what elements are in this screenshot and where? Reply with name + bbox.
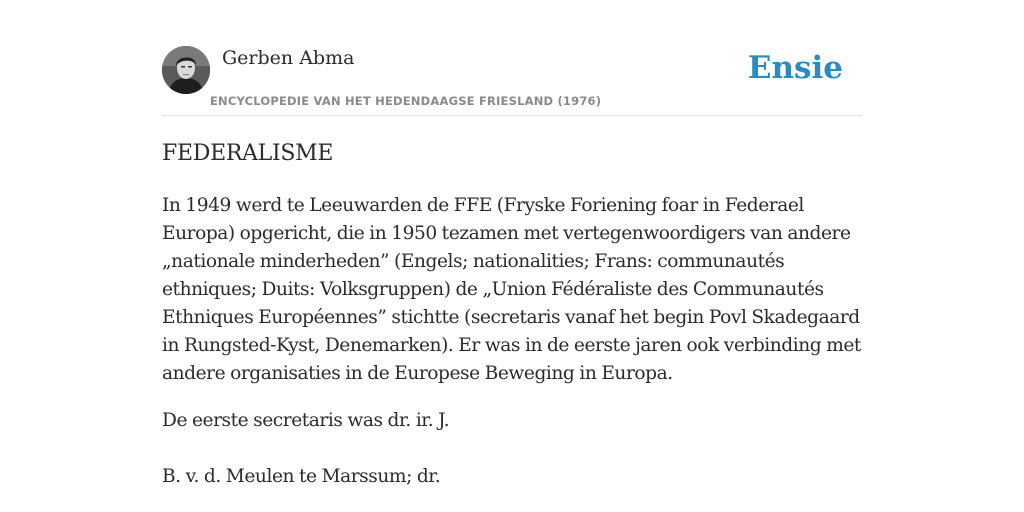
author-avatar[interactable] — [162, 46, 210, 94]
article-content — [162, 138, 874, 487]
author-name[interactable]: Gerben Abma — [222, 47, 355, 69]
article-paragraph: De eerste secretaris was dr. ir. J. — [162, 410, 450, 431]
author-portrait-icon — [162, 46, 210, 94]
article-header — [162, 46, 862, 116]
ensie-logo[interactable]: Ensie — [747, 50, 843, 86]
article-paragraph: In 1949 werd te Leeuwarden de FFE (Fryske Foriening foar in Federael Europa) opgericht, die in 1950 tezamen met vertegenwoordigers van andere „nationale minderheden” (Engels; nationalities; Frans: communautés ethniques; Duits: Volksgruppen) de „Union Fédéraliste des Communautés Ethniques Européennes” stichtte (secretaris vanaf het begin Povl Skadegaard in Rungsted-Kyst, Denemarken). Er was in de eerste jaren ook verbinding met andere organisaties in de Europese Beweging in Europa. — [162, 195, 861, 384]
source-label[interactable]: ENCYCLOPEDIE VAN HET HEDENDAAGSE FRIESLAND (1976) — [210, 94, 602, 108]
article-title: FEDERALISME — [162, 141, 334, 166]
article-paragraph: B. v. d. Meulen te Marssum; dr. — [162, 466, 441, 487]
